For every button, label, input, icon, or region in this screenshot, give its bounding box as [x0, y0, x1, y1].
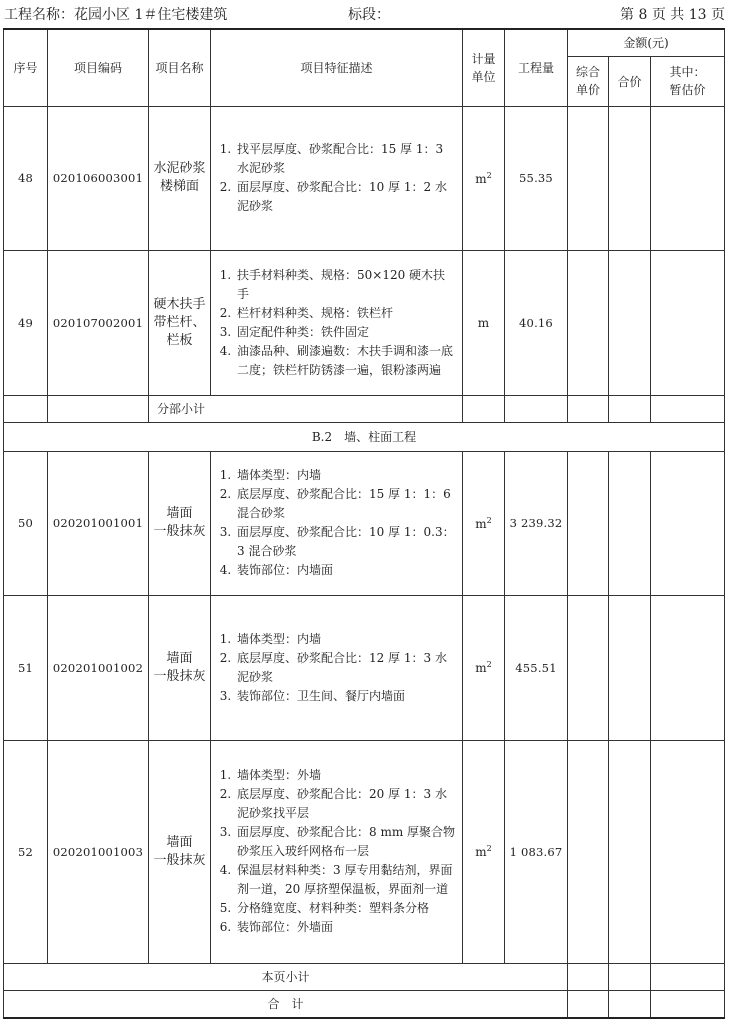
- row-qty: 1 083.67: [505, 740, 568, 963]
- row-name-line: 一般抹灰: [153, 668, 206, 684]
- page-info: 第 8 页 共 13 页: [620, 7, 725, 23]
- desc-item: 5. 分格缝宽度、材料种类：塑料条分格: [235, 899, 456, 918]
- row-code: 020201001003: [48, 740, 149, 963]
- row-unit: [463, 250, 505, 395]
- row-name: [149, 451, 211, 595]
- row-desc: [211, 250, 463, 395]
- unit-text: m: [477, 315, 490, 330]
- desc-item: 1. 墙体类型：内墙: [235, 466, 456, 485]
- row-qty: 40.16: [505, 250, 568, 395]
- section-title: B.2 墙、柱面工程: [4, 422, 725, 451]
- desc-item: 3. 面层厚度、砂浆配合比：10 厚 1：0.3：3 混合砂浆: [235, 523, 456, 561]
- row-name-line: 水泥砂浆: [153, 161, 206, 176]
- row-unit-price: [568, 451, 609, 595]
- row-unit-price: [568, 595, 609, 740]
- row-unit: [463, 740, 505, 963]
- unit-text: m: [475, 845, 487, 859]
- col-code: 项目编码: [48, 29, 149, 106]
- unit-sup: 2: [486, 170, 492, 180]
- grand-total-row: [4, 990, 725, 1018]
- bill-of-quantities-table: [3, 28, 725, 1019]
- desc-item: 4. 油漆品种、刷漆遍数：木扶手调和漆一底二度；铁栏杆防锈漆一遍，银粉漆两遍: [235, 342, 456, 380]
- desc-item: 2. 栏杆材料种类、规格：铁栏杆: [235, 304, 456, 323]
- col-estimate-top: 其中：: [669, 65, 706, 79]
- unit-sup: 2: [486, 844, 492, 853]
- desc-item: 3. 固定配件种类：铁件固定: [235, 323, 456, 342]
- row-unit: [463, 106, 505, 250]
- table-row: [4, 106, 725, 250]
- page-subtotal-row: [4, 963, 725, 990]
- desc-item: 1. 扶手材料种类、规格：50×120 硬木扶手: [235, 266, 456, 304]
- project-name: 花园小区 1＃住宅楼建筑: [74, 7, 228, 23]
- col-name: 项目名称: [149, 29, 211, 106]
- row-code: 020201001002: [48, 595, 149, 740]
- row-qty: 455.51: [505, 595, 568, 740]
- row-desc: [211, 451, 463, 595]
- row-unit: [463, 595, 505, 740]
- row-desc: [211, 595, 463, 740]
- row-total: [609, 451, 651, 595]
- unit-sup: 2: [486, 515, 492, 525]
- row-desc: [211, 106, 463, 250]
- row-seq: 51: [4, 595, 48, 740]
- col-desc: 项目特征描述: [211, 29, 463, 106]
- row-seq: 52: [4, 740, 48, 963]
- col-qty: 工程量: [505, 29, 568, 106]
- col-unit-price: [568, 56, 609, 106]
- unit-text: m: [475, 661, 487, 675]
- desc-item: 4. 保温层材料种类：3 厚专用黏结剂，界面剂一道，20 厚挤塑保温板，界面剂一道: [235, 861, 456, 899]
- row-estimate: [651, 250, 725, 395]
- row-seq: 50: [4, 451, 48, 595]
- row-total: [609, 106, 651, 250]
- row-code: 020107002001: [48, 250, 149, 395]
- unit-sup: 2: [486, 660, 492, 669]
- desc-item: 2. 底层厚度、砂浆配合比：12 厚 1：3 水泥砂浆: [235, 649, 456, 687]
- row-name-line: 硬木扶手: [153, 296, 206, 312]
- table-row: [4, 740, 725, 963]
- row-name-line: 墙面: [166, 650, 193, 666]
- section-row: [4, 422, 725, 451]
- header-row-1: [4, 29, 725, 56]
- row-estimate: [651, 740, 725, 963]
- row-name-line: 墙面: [166, 506, 193, 521]
- col-total: 合价: [609, 56, 651, 106]
- desc-item: 6. 装饰部位：外墙面: [235, 918, 456, 937]
- desc-item: 1. 墙体类型：外墙: [235, 766, 456, 785]
- desc-item: 4. 装饰部位：内墙面: [235, 561, 456, 580]
- row-unit: [463, 451, 505, 595]
- desc-item: 3. 面层厚度、砂浆配合比：8 mm 厚聚合物砂浆压入玻纤网格布一层: [235, 823, 456, 861]
- row-name-line: 楼梯面: [159, 179, 199, 194]
- col-unit-price-bottom: 单价: [575, 83, 600, 97]
- table-row: [4, 250, 725, 395]
- desc-item: 1. 墙体类型：内墙: [235, 630, 456, 649]
- col-unit-top: 计量: [471, 51, 496, 66]
- subtotal-label: 分部小计: [149, 395, 463, 422]
- unit-text: m: [475, 516, 487, 531]
- row-total: [609, 595, 651, 740]
- col-estimate: [651, 56, 725, 106]
- row-qty: 3 239.32: [505, 451, 568, 595]
- row-name-line: 一般抹灰: [153, 524, 206, 539]
- row-name: [149, 740, 211, 963]
- project-label: 工程名称：: [4, 7, 74, 23]
- row-name: [149, 106, 211, 250]
- unit-text: m: [475, 171, 487, 186]
- col-estimate-bottom: 暂估价: [669, 83, 706, 97]
- row-seq: 48: [4, 106, 48, 250]
- row-unit-price: [568, 106, 609, 250]
- grand-total-label: 合 计: [4, 990, 568, 1018]
- col-unit-bottom: 单位: [471, 69, 496, 84]
- row-name: [149, 250, 211, 395]
- row-unit-price: [568, 250, 609, 395]
- row-name-line: 一般抹灰: [153, 852, 206, 868]
- row-name-line: 墙面: [166, 834, 193, 850]
- row-qty: 55.35: [505, 106, 568, 250]
- row-estimate: [651, 595, 725, 740]
- col-unit-price-top: 综合: [575, 65, 600, 79]
- desc-item: 2. 面层厚度、砂浆配合比：10 厚 1：2 水泥砂浆: [235, 178, 456, 216]
- table-row: [4, 451, 725, 595]
- desc-item: 1. 找平层厚度、砂浆配合比：15 厚 1：3 水泥砂浆: [235, 140, 456, 178]
- desc-item: 2. 底层厚度、砂浆配合比：20 厚 1：3 水泥砂浆找平层: [235, 785, 456, 823]
- row-name-line: 栏板: [166, 332, 193, 348]
- col-unit: [463, 29, 505, 106]
- table-row: [4, 595, 725, 740]
- desc-item: 3. 装饰部位：卫生间、餐厅内墙面: [235, 687, 456, 706]
- page-subtotal-label: 本页小计: [4, 963, 568, 990]
- row-estimate: [651, 451, 725, 595]
- row-desc: [211, 740, 463, 963]
- row-name-line: 带栏杆、: [153, 314, 206, 330]
- row-total: [609, 250, 651, 395]
- row-total: [609, 740, 651, 963]
- section-label: 标段：: [348, 7, 390, 23]
- project-title: [4, 4, 227, 24]
- desc-item: 2. 底层厚度、砂浆配合比：15 厚 1：1：6 混合砂浆: [235, 485, 456, 523]
- row-unit-price: [568, 740, 609, 963]
- row-code: 020201001001: [48, 451, 149, 595]
- row-estimate: [651, 106, 725, 250]
- subtotal-row: [4, 395, 725, 422]
- col-amount: 金额(元): [568, 29, 725, 56]
- row-name: [149, 595, 211, 740]
- row-seq: 49: [4, 250, 48, 395]
- col-seq: 序号: [4, 29, 48, 106]
- row-code: 020106003001: [48, 106, 149, 250]
